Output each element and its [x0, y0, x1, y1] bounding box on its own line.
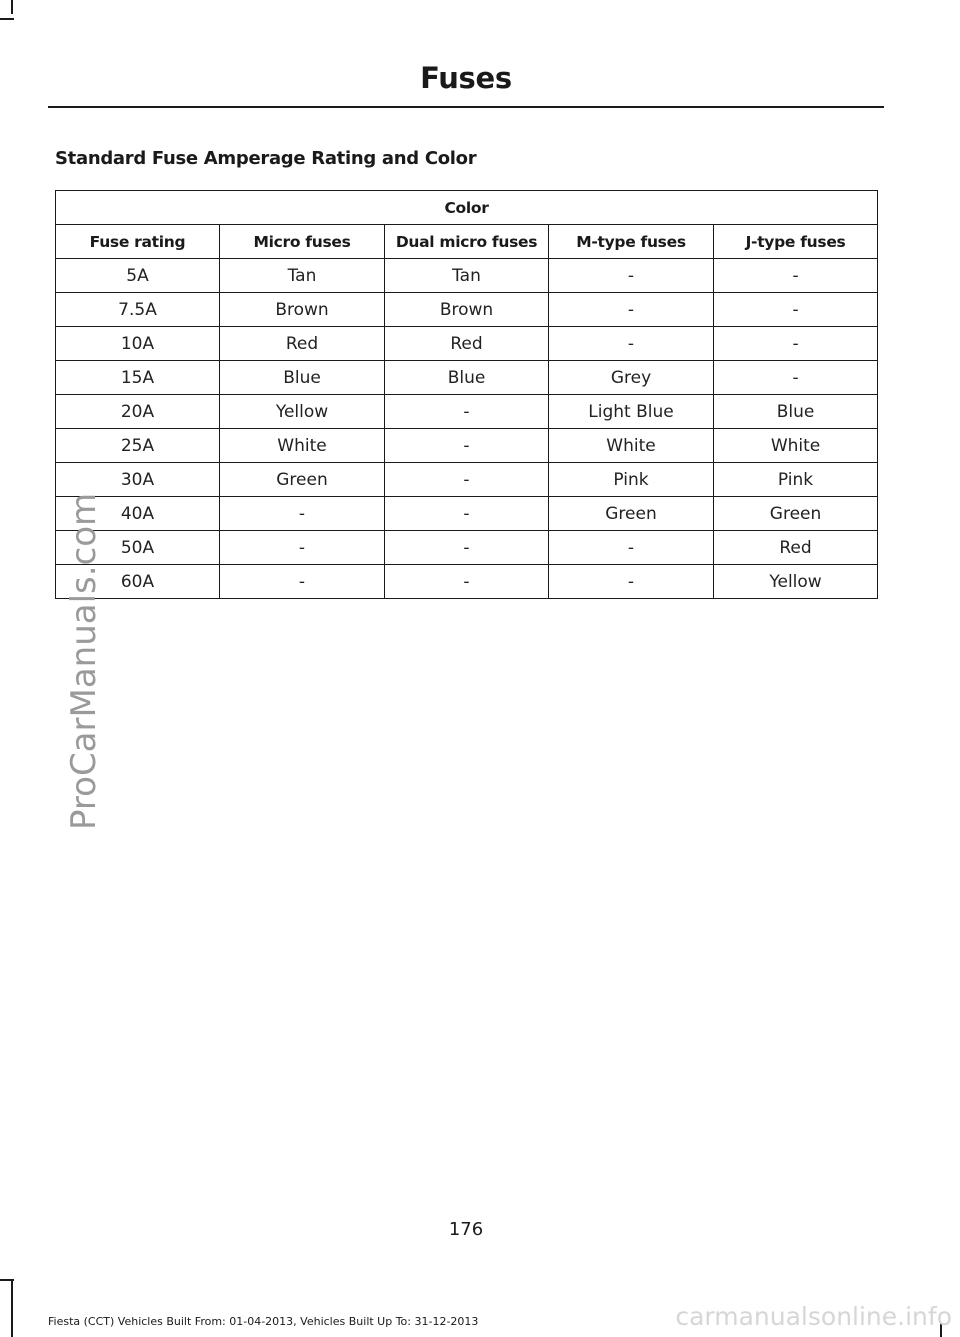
column-header-dual-micro-fuses: Dual micro fuses	[385, 225, 549, 259]
table-cell: -	[385, 531, 549, 565]
column-header-micro-fuses: Micro fuses	[220, 225, 385, 259]
column-header-j-type-fuses: J-type fuses	[714, 225, 878, 259]
table-cell: White	[220, 429, 385, 463]
table-cell: -	[220, 531, 385, 565]
table-cell: -	[385, 429, 549, 463]
footer-vehicle-info: Fiesta (CCT) Vehicles Built From: 01-04-2013, Vehicles Built Up To: 31-12-2013	[48, 1315, 479, 1328]
table-row	[56, 327, 878, 361]
table-cell: -	[549, 327, 714, 361]
table-cell: -	[714, 293, 878, 327]
table-cell: Blue	[220, 361, 385, 395]
table-cell: 20A	[56, 395, 220, 429]
table-cell: -	[714, 361, 878, 395]
table-cell: 7.5A	[56, 293, 220, 327]
table-row	[56, 531, 878, 565]
table-cell: Pink	[714, 463, 878, 497]
table-row	[56, 429, 878, 463]
table-cell: -	[714, 327, 878, 361]
crop-mark-bottom-left-h	[0, 1279, 14, 1281]
page-title: Fuses	[420, 61, 512, 95]
table-cell: -	[549, 259, 714, 293]
table-cell: Pink	[549, 463, 714, 497]
table-cell: Tan	[385, 259, 549, 293]
table-cell: -	[549, 531, 714, 565]
table-cell: Blue	[385, 361, 549, 395]
column-header-m-type-fuses: M-type fuses	[549, 225, 714, 259]
table-row	[56, 361, 878, 395]
table-cell: White	[714, 429, 878, 463]
crop-mark-top-left-v	[11, 0, 13, 14]
table-row	[56, 293, 878, 327]
page-number: 176	[448, 1219, 484, 1240]
table-cell: Brown	[385, 293, 549, 327]
table-cell: Light Blue	[549, 395, 714, 429]
table-row	[56, 497, 878, 531]
table-cell: 10A	[56, 327, 220, 361]
table-cell: Yellow	[220, 395, 385, 429]
table-cell: 25A	[56, 429, 220, 463]
table-cell: Red	[714, 531, 878, 565]
section-heading: Standard Fuse Amperage Rating and Color	[55, 148, 477, 169]
crop-mark-top-left-h	[0, 18, 14, 20]
table-cell: -	[385, 497, 549, 531]
table-cell: 5A	[56, 259, 220, 293]
table-cell: 50A	[56, 531, 220, 565]
table-cell: Yellow	[714, 565, 878, 599]
table-cell: Green	[220, 463, 385, 497]
column-header-fuse-rating: Fuse rating	[56, 225, 220, 259]
table-cell: -	[220, 497, 385, 531]
table-cell: -	[549, 565, 714, 599]
table-cell: Green	[549, 497, 714, 531]
table-row	[56, 565, 878, 599]
table-cell: Red	[220, 327, 385, 361]
table-group-header: Color	[56, 191, 878, 225]
table-header-row	[56, 225, 878, 259]
table-cell: -	[385, 463, 549, 497]
table-row	[56, 463, 878, 497]
table-cell: 60A	[56, 565, 220, 599]
table-cell: Grey	[549, 361, 714, 395]
footer-site-watermark: carmanualsonline.info	[675, 1302, 952, 1331]
table-cell: -	[714, 259, 878, 293]
table-cell: 30A	[56, 463, 220, 497]
table-cell: Blue	[714, 395, 878, 429]
title-divider	[48, 106, 884, 108]
table-cell: Tan	[220, 259, 385, 293]
fuse-color-table	[55, 190, 878, 599]
table-cell: -	[385, 565, 549, 599]
table-cell: -	[220, 565, 385, 599]
table-cell: -	[549, 293, 714, 327]
table-cell: 15A	[56, 361, 220, 395]
watermark: ProCarManuals.com	[64, 492, 104, 830]
table-group-header-row	[56, 191, 878, 225]
table-row	[56, 395, 878, 429]
table-row	[56, 259, 878, 293]
table-cell: Brown	[220, 293, 385, 327]
table-cell: -	[385, 395, 549, 429]
table-cell: Green	[714, 497, 878, 531]
table-cell: Red	[385, 327, 549, 361]
table-cell: White	[549, 429, 714, 463]
crop-mark-bottom-left-v	[11, 1281, 13, 1337]
table-cell: 40A	[56, 497, 220, 531]
